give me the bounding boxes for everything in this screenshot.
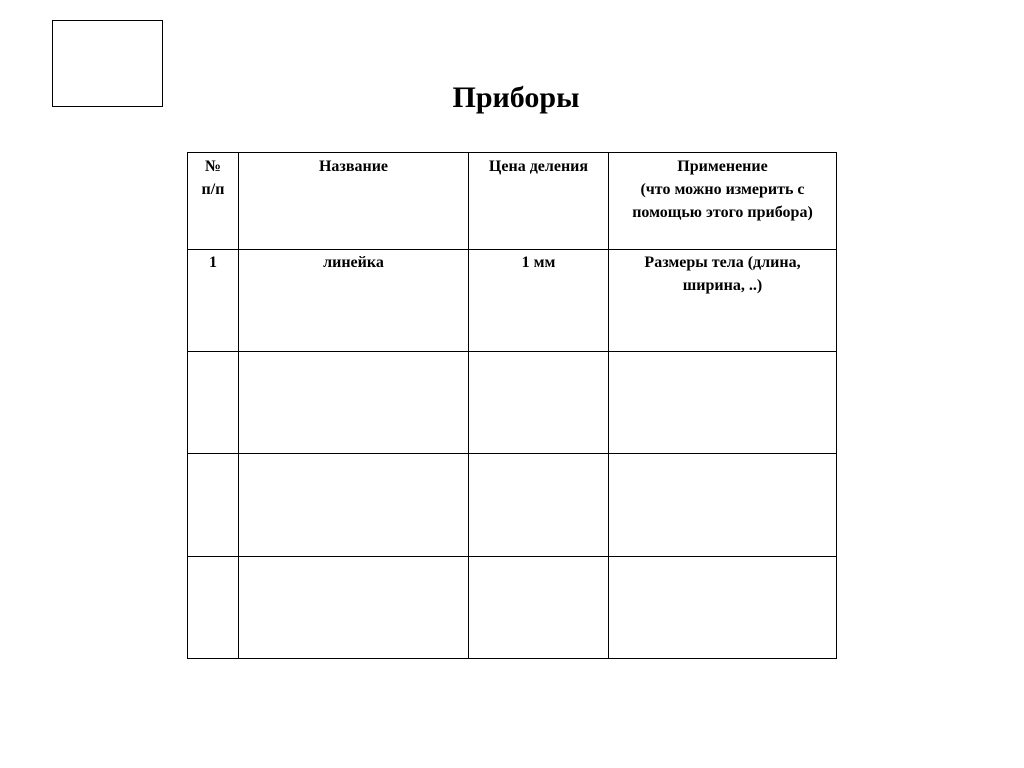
cell-number — [188, 557, 239, 659]
cell-division-value: 1 мм — [469, 250, 609, 352]
page-title: Приборы — [452, 81, 580, 114]
cell-application — [609, 352, 837, 454]
cell-division-value — [469, 557, 609, 659]
cell-number — [188, 454, 239, 557]
cell-division-value — [469, 454, 609, 557]
table-header-row — [188, 153, 837, 250]
cell-application: Размеры тела (длина, ширина, ..) — [609, 250, 837, 352]
table-row — [188, 557, 837, 659]
cell-application — [609, 557, 837, 659]
table-row — [188, 352, 837, 454]
table-row — [188, 454, 837, 557]
cell-name: линейка — [239, 250, 469, 352]
cell-number: 1 — [188, 250, 239, 352]
cell-application — [609, 454, 837, 557]
devices-table — [187, 152, 837, 659]
header-name: Название — [239, 153, 469, 250]
cell-name — [239, 454, 469, 557]
cell-division-value — [469, 352, 609, 454]
cell-name — [239, 557, 469, 659]
cell-name — [239, 352, 469, 454]
header-number: № п/п — [188, 153, 239, 250]
cell-number — [188, 352, 239, 454]
table-row — [188, 250, 837, 352]
header-division-value: Цена деления — [469, 153, 609, 250]
header-application: Применение (что можно измерить с помощью этого прибора) — [609, 153, 837, 250]
